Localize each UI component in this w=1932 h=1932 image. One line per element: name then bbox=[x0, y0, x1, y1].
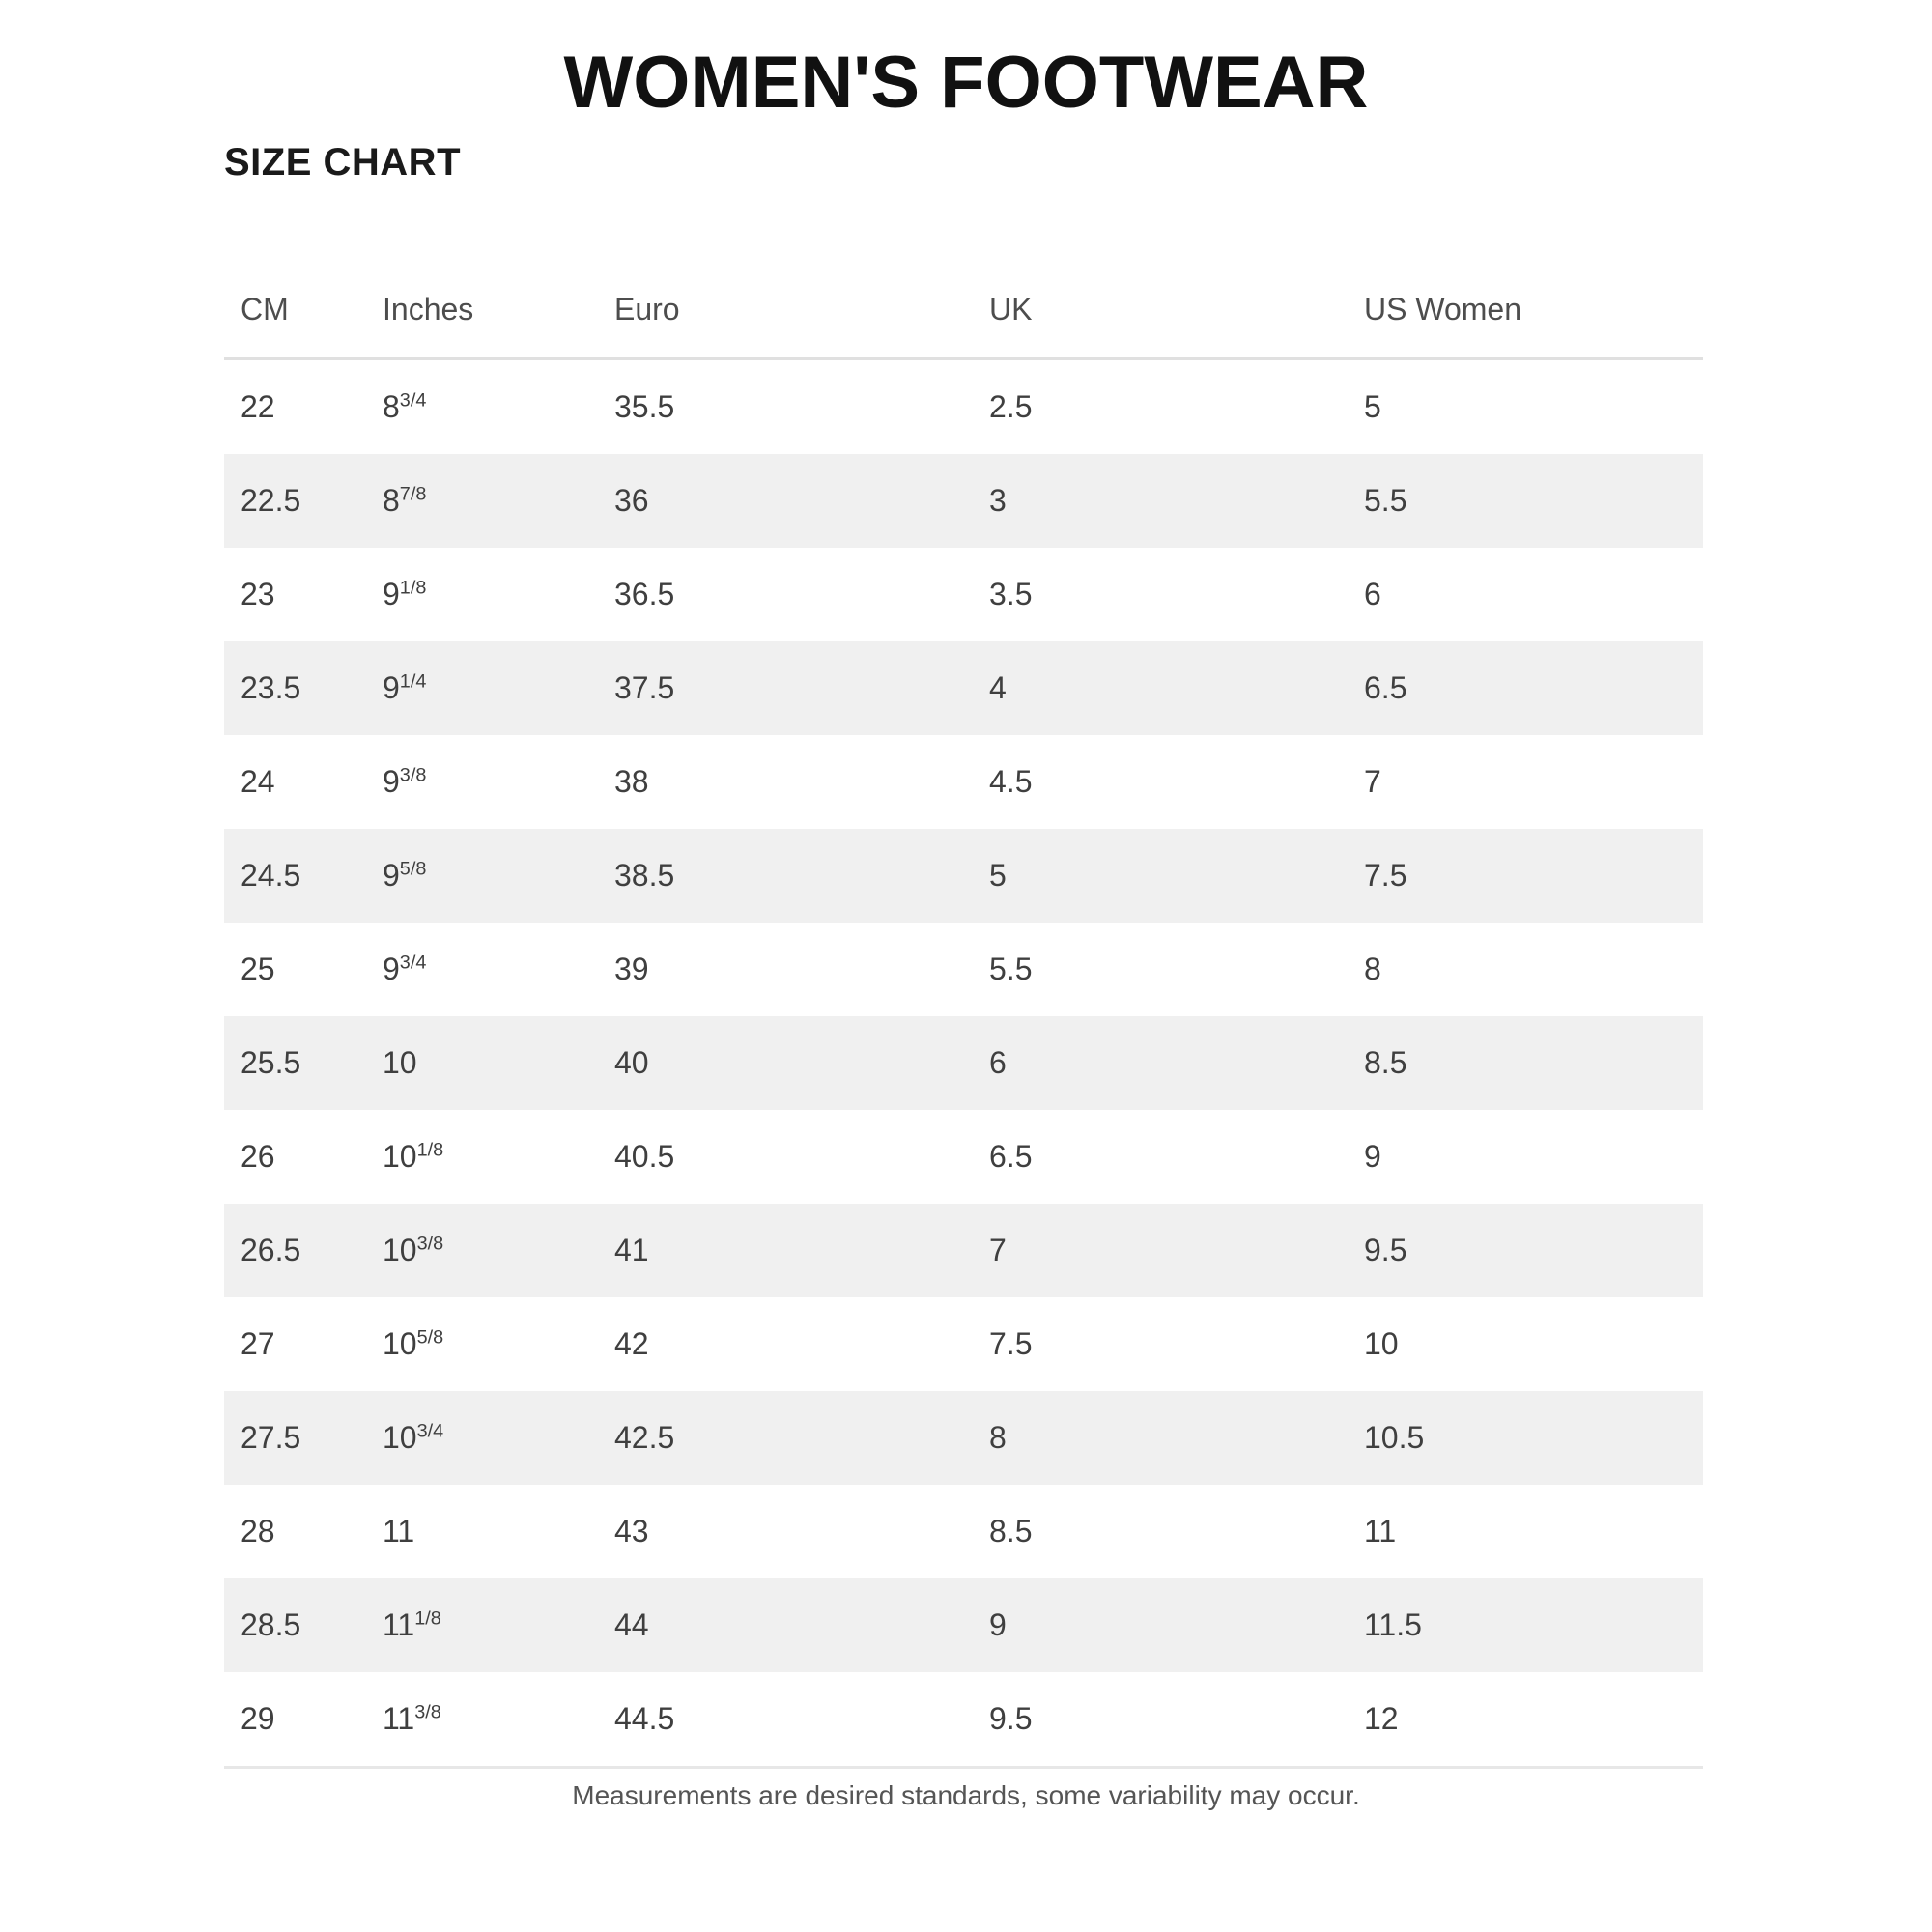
cell-us: 9 bbox=[1364, 1139, 1381, 1174]
cell-cm: 23.5 bbox=[241, 670, 301, 705]
cell-inches: $10^{3/4}$ bbox=[383, 1420, 444, 1455]
table-row bbox=[224, 641, 1703, 735]
cell-cm: 28 bbox=[241, 1514, 275, 1548]
cell-euro: 42.5 bbox=[614, 1420, 675, 1455]
cell-cm: 27 bbox=[241, 1326, 275, 1361]
inch-fraction: 3/8 bbox=[399, 764, 427, 786]
size-chart-table bbox=[224, 261, 1703, 1769]
cell-euro: 38.5 bbox=[614, 858, 675, 893]
column-header-us-women: US Women bbox=[1364, 261, 1703, 359]
inch-fraction: 3/4 bbox=[399, 389, 427, 412]
cell-inches: 10 bbox=[383, 1045, 417, 1080]
cell-euro: 41 bbox=[614, 1233, 649, 1267]
cell-us: 5 bbox=[1364, 389, 1381, 424]
inch-fraction: 1/8 bbox=[414, 1607, 441, 1630]
cell-us: 8 bbox=[1364, 952, 1381, 986]
cell-uk: 3.5 bbox=[989, 577, 1033, 611]
cell-us: 7.5 bbox=[1364, 858, 1407, 893]
cell-uk: 9.5 bbox=[989, 1672, 1364, 1768]
cell-euro: 43 bbox=[614, 1514, 649, 1548]
table-row bbox=[224, 548, 1703, 641]
cell-inches: $9^{3/8}$ bbox=[383, 764, 427, 799]
cell-euro: 44 bbox=[614, 1607, 649, 1642]
inch-fraction: 1/8 bbox=[399, 577, 427, 599]
inch-fraction: 7/8 bbox=[399, 483, 427, 505]
cell-cm: 27.5 bbox=[241, 1420, 301, 1455]
cell-uk: 2.5 bbox=[989, 389, 1033, 424]
table-row bbox=[224, 923, 1703, 1016]
table-row bbox=[224, 829, 1703, 923]
cell-cm: 24.5 bbox=[241, 858, 301, 893]
table-row bbox=[224, 1016, 1703, 1110]
cell-inches: $9^{5/8}$ bbox=[383, 858, 427, 893]
cell-uk: 3 bbox=[989, 483, 1007, 518]
cell-us: 6.5 bbox=[1364, 670, 1407, 705]
cell-inches: 11 bbox=[383, 1514, 415, 1548]
cell-uk: 4 bbox=[989, 670, 1007, 705]
cell-euro: 40.5 bbox=[614, 1139, 675, 1174]
inch-fraction: 3/4 bbox=[416, 1420, 444, 1442]
table-row bbox=[224, 1391, 1703, 1485]
cell-uk: 6.5 bbox=[989, 1139, 1033, 1174]
cell-uk: 7.5 bbox=[989, 1326, 1033, 1361]
cell-inches: $9^{3/4}$ bbox=[383, 952, 427, 986]
inch-fraction: 5/8 bbox=[416, 1326, 444, 1349]
cell-euro: 44.5 bbox=[614, 1672, 989, 1768]
cell-euro: 37.5 bbox=[614, 670, 675, 705]
cell-inches: $9^{1/4}$ bbox=[383, 670, 427, 705]
table-row bbox=[224, 1672, 1703, 1768]
cell-uk: 9 bbox=[989, 1607, 1007, 1642]
table-row bbox=[224, 1578, 1703, 1672]
cell-euro: 36.5 bbox=[614, 577, 675, 611]
cell-euro: 38 bbox=[614, 764, 649, 799]
page-title: WOMEN'S FOOTWEAR bbox=[563, 42, 1369, 124]
cell-euro: 36 bbox=[614, 483, 649, 518]
cell-inches: $11^{1/8}$ bbox=[383, 1607, 441, 1642]
table-row bbox=[224, 1110, 1703, 1204]
cell-cm: 25 bbox=[241, 952, 275, 986]
cell-uk: 4.5 bbox=[989, 764, 1033, 799]
table-row bbox=[224, 1297, 1703, 1391]
section-title: SIZE CHART bbox=[224, 141, 461, 184]
inch-fraction: 3/4 bbox=[399, 952, 427, 974]
cell-uk: 5.5 bbox=[989, 952, 1033, 986]
cell-us: 5.5 bbox=[1364, 483, 1407, 518]
cell-cm: 22.5 bbox=[241, 483, 301, 518]
cell-cm: 29 bbox=[224, 1672, 383, 1768]
cell-inches: $11^{3/8}$ bbox=[383, 1672, 614, 1768]
table-row bbox=[224, 735, 1703, 829]
cell-us: 8.5 bbox=[1364, 1045, 1407, 1080]
table-row bbox=[224, 454, 1703, 548]
footnote: Measurements are desired standards, some variability may occur. bbox=[572, 1780, 1360, 1810]
cell-us: 9.5 bbox=[1364, 1233, 1407, 1267]
cell-us: 10.5 bbox=[1364, 1420, 1425, 1455]
inch-fraction: 1/8 bbox=[416, 1139, 444, 1161]
cell-cm: 26.5 bbox=[241, 1233, 301, 1267]
cell-cm: 24 bbox=[241, 764, 275, 799]
inch-fraction: 1/4 bbox=[399, 670, 427, 693]
cell-us: 7 bbox=[1364, 764, 1381, 799]
cell-inches: $8^{7/8}$ bbox=[383, 483, 427, 518]
table-row bbox=[224, 359, 1703, 455]
inch-fraction: 3/8 bbox=[416, 1233, 444, 1255]
column-header-inches: Inches bbox=[383, 261, 614, 359]
cell-inches: $10^{1/8}$ bbox=[383, 1139, 444, 1174]
cell-uk: 6 bbox=[989, 1045, 1007, 1080]
cell-uk: 8 bbox=[989, 1420, 1007, 1455]
cell-us: 11.5 bbox=[1364, 1607, 1422, 1642]
cell-cm: 26 bbox=[241, 1139, 275, 1174]
cell-cm: 25.5 bbox=[241, 1045, 301, 1080]
cell-us: 6 bbox=[1364, 577, 1381, 611]
cell-euro: 39 bbox=[614, 952, 649, 986]
header-row bbox=[224, 261, 1703, 359]
table-row bbox=[224, 1485, 1703, 1578]
cell-euro: 42 bbox=[614, 1326, 649, 1361]
cell-cm: 23 bbox=[241, 577, 275, 611]
cell-uk: 5 bbox=[989, 858, 1007, 893]
cell-us: 10 bbox=[1364, 1326, 1399, 1361]
cell-cm: 22 bbox=[241, 389, 275, 424]
cell-cm: 28.5 bbox=[241, 1607, 301, 1642]
cell-inches: $8^{3/4}$ bbox=[383, 389, 427, 424]
cell-us: 12 bbox=[1364, 1672, 1703, 1768]
cell-us: 11 bbox=[1364, 1514, 1397, 1548]
column-header-euro: Euro bbox=[614, 261, 989, 359]
cell-inches: $10^{3/8}$ bbox=[383, 1233, 444, 1267]
cell-euro: 35.5 bbox=[614, 389, 675, 424]
cell-uk: 8.5 bbox=[989, 1514, 1033, 1548]
inch-fraction: 3/8 bbox=[414, 1701, 441, 1723]
inch-fraction: 5/8 bbox=[399, 858, 427, 880]
cell-inches: $10^{5/8}$ bbox=[383, 1326, 444, 1361]
column-header-cm: CM bbox=[224, 261, 383, 359]
cell-euro: 40 bbox=[614, 1045, 649, 1080]
cell-uk: 7 bbox=[989, 1233, 1007, 1267]
table-row bbox=[224, 1204, 1703, 1297]
column-header-uk: UK bbox=[989, 261, 1364, 359]
cell-inches: $9^{1/8}$ bbox=[383, 577, 427, 611]
